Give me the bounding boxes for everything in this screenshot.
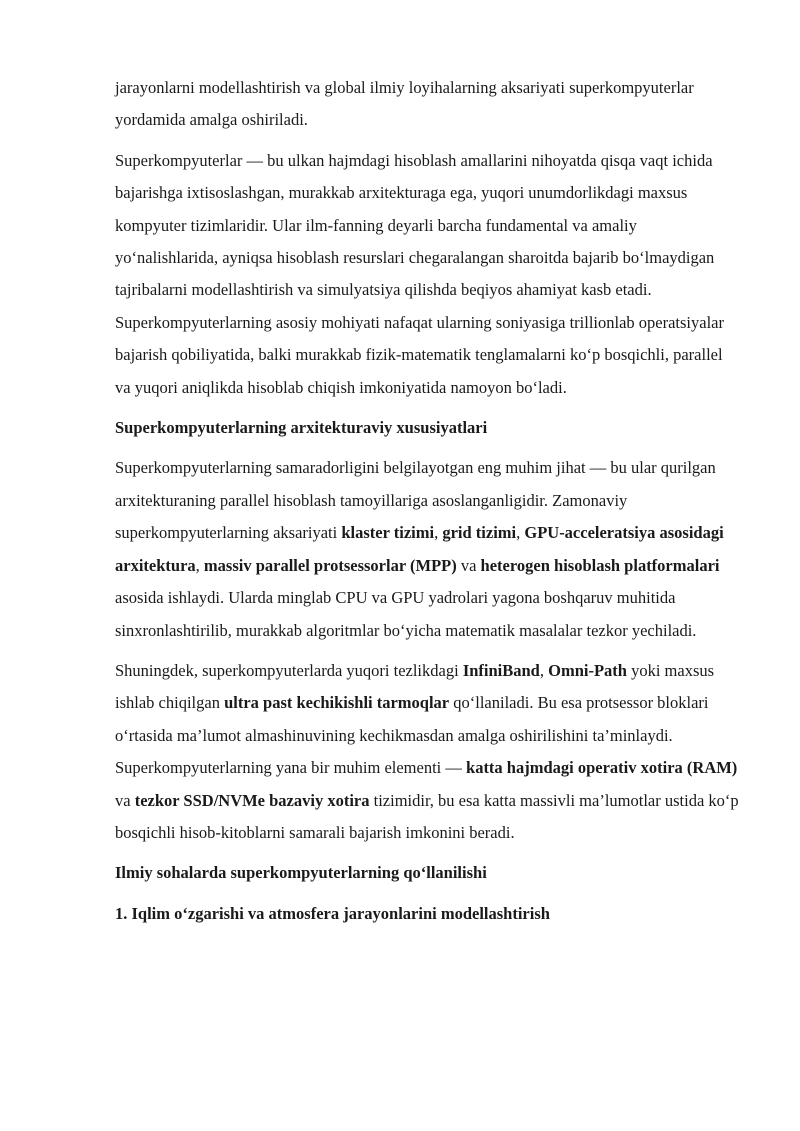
text-run: va [115, 790, 135, 810]
text-run: Superkompyuterlarning samaradorligini belgilayotgan eng muhim jihat — bu ular qurilgan arxitekturaning parallel hisoblash tamoyillariga asoslanganligidir. Zamonaviy superkompyuterlarning aksariyati [115, 458, 716, 543]
text-run: va [456, 555, 481, 575]
bold-term-ssd: tezkor SSD/NVMe bazaviy xotira [134, 790, 370, 810]
bold-term-cluster: klaster tizimi [341, 523, 435, 543]
section-heading-applications: Ilmiy sohalarda superkompyuterlarning qo‘llanilishi [115, 863, 487, 883]
bold-term-grid: grid tizimi [442, 523, 517, 543]
bold-term-heterogeneous: heterogen hisoblash platformalari [480, 555, 720, 575]
paragraph-architecture [115, 452, 740, 646]
text-run: , [195, 555, 204, 575]
bold-term-ram: katta hajmdagi operativ xotira (RAM) [466, 758, 738, 778]
bold-term-omnipath: Omni-Path [548, 660, 627, 680]
text-run: qo‘llaniladi. Bu esa protsessor bloklari o‘rtasida ma’lumot almashinuvining kechikmasdan amalga oshirilishini ta’minlaydi. Superkompyuterlarning yana bir muhim elementi — [115, 693, 709, 778]
text-run: , [539, 660, 549, 680]
text-run: , [434, 523, 443, 543]
text-run: asosida ishlaydi. Ularda minglab CPU va GPU yadrolari yagona boshqaruv muhitida sinxronlashtirilib, murakkab algoritmlar bo‘yicha matematik masalalar tezkor yechiladi. [115, 588, 697, 640]
text-run: yoki maxsus ishlab chiqilgan [115, 660, 715, 713]
text-run: tizimidir, bu esa katta massivli ma’lumotlar ustida ko‘p bosqichli hisob-kitoblarni samarali bajarish imkonini beradi. [115, 790, 739, 842]
paragraph-definition: Superkompyuterlar — bu ulkan hajmdagi hisoblash amallarini nihoyatda qisqa vaqt ichida bajarishga ixtisoslashgan, murakkab arxitekturaga ega, yuqori unumdorlikdagi maxsus kompyuter tizimlaridir. Ular ilm-fanning deyarli barcha fundamental va amaliy yo‘nalishlarida, ayniqsa hisoblash resurslari chegaralangan sharoitda bajarib bo‘lmaydigan tajribalarni modellashtirish va simulyatsiya qilishda beqiyos ahamiyat kasb etadi. Superkompyuterlarning asosiy mohiyati nafaqat ularning soniyasiga trillionlab operatsiyalar bajarish qobiliyatida, balki murakkab fizik-matematik tenglamalarni ko‘p bosqichli, parallel va yuqori aniqlikda hisoblab chiqish imkoniyatida namoyon bo‘ladi. [115, 150, 724, 397]
section-heading-architecture: Superkompyuterlarning arxitekturaviy xususiyatlari [115, 418, 488, 438]
text-run: , [516, 523, 525, 543]
document-body [115, 72, 740, 938]
paragraph-networking [115, 655, 740, 849]
subsection-heading-climate: 1. Iqlim o‘zgarishi va atmosfera jarayonlarini modellashtirish [115, 903, 550, 923]
bold-term-gpu: GPU-acceleratsiya asosidagi arxitektura [115, 523, 724, 575]
bold-term-low-latency: ultra past kechikishli tarmoqlar [224, 693, 450, 713]
bold-term-infiniband: InfiniBand [462, 660, 540, 680]
bold-term-mpp: massiv parallel protsessorlar (MPP) [203, 555, 457, 575]
paragraph-intro-continued: jarayonlarni modellashtirish va global ilmiy loyihalarning aksariyati superkompyuterlar yordamida amalga oshiriladi. [115, 78, 694, 130]
text-run: Shuningdek, superkompyuterlarda yuqori tezlikdagi [115, 660, 463, 680]
